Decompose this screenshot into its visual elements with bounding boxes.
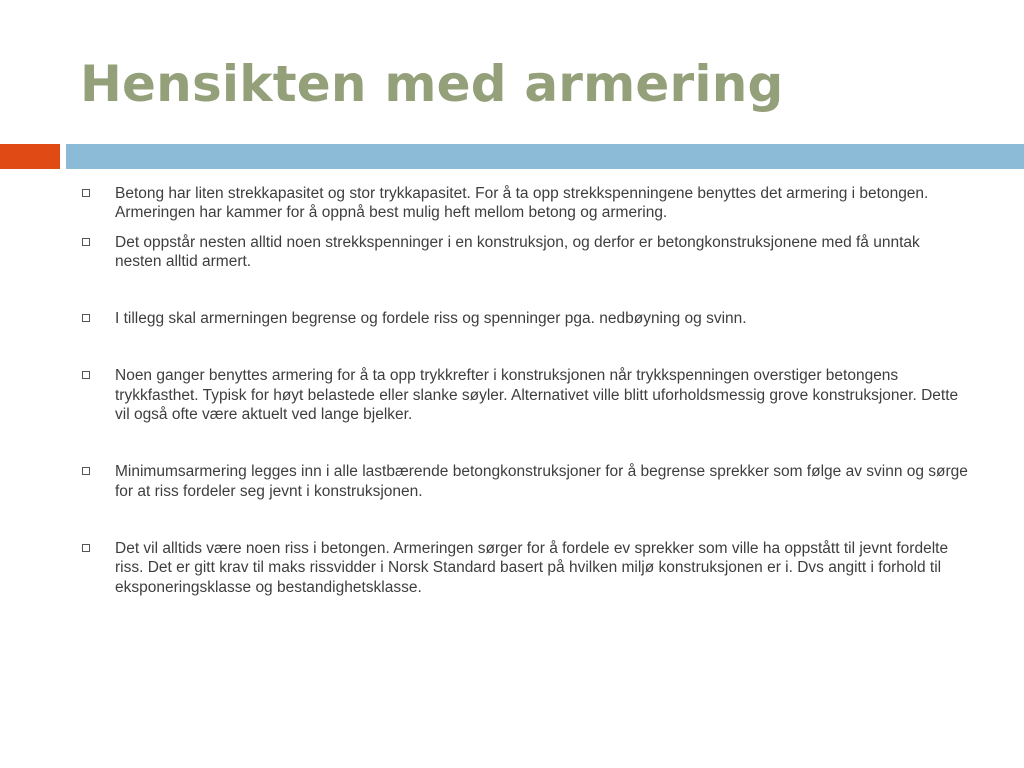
bullet-item	[80, 539, 970, 597]
bullet-text: Noen ganger benyttes armering for å ta opp trykkrefter i konstruksjonen når trykkspenningen overstiger betongens trykkfasthet. Typisk for høyt belastede eller slanke søyler. Alternativet ville blitt uforholdsmessig grove konstruksjoner. Dette vil også ofte være aktuelt ved lange bjelker.	[115, 367, 959, 424]
hollow-square-bullet-icon	[82, 314, 90, 322]
bullet-item	[80, 462, 970, 501]
bullet-text: Betong har liten strekkapasitet og stor trykkapasitet. For å ta opp strekkspenningene benyttes det armering i betongen. Armeringen har kammer for å oppnå best mulig heft mellom betong og armering.	[115, 185, 929, 222]
hollow-square-bullet-icon	[82, 467, 90, 475]
bullet-item	[80, 184, 970, 223]
bullet-text: Minimumsarmering legges inn i alle lastbærende betongkonstruksjoner for å begrense sprekker som følge av svinn og sørge for at riss fordeler seg jevnt i konstruksjonen.	[115, 463, 968, 500]
slide-title: Hensikten med armering	[80, 55, 784, 113]
bullet-item	[80, 366, 970, 424]
hollow-square-bullet-icon	[82, 189, 90, 197]
bullet-text: I tillegg skal armerningen begrense og fordele riss og spenninger pga. nedbøyning og svinn.	[115, 310, 747, 328]
bullet-text: Det oppstår nesten alltid noen strekkspenninger i en konstruksjon, og derfor er betongkonstruksjonene med få unntak nesten alltid armert.	[115, 233, 920, 270]
bullet-item	[80, 233, 970, 272]
header-rule-bar	[66, 144, 1024, 169]
bullet-item	[80, 309, 970, 328]
hollow-square-bullet-icon	[82, 238, 90, 246]
accent-bar	[0, 144, 60, 169]
bullet-list	[80, 184, 970, 597]
hollow-square-bullet-icon	[82, 371, 90, 379]
hollow-square-bullet-icon	[82, 544, 90, 552]
bullet-text: Det vil alltids være noen riss i betongen. Armeringen sørger for å fordele ev sprekker som ville ha oppstått til jevnt fordelte riss. Det er gitt krav til maks rissvidder i Norsk Standard basert på hvilken miljø konstruksjonen er i. Dvs angitt i forhold til eksponeringsklasse og bestandighetsklasse.	[115, 539, 949, 596]
